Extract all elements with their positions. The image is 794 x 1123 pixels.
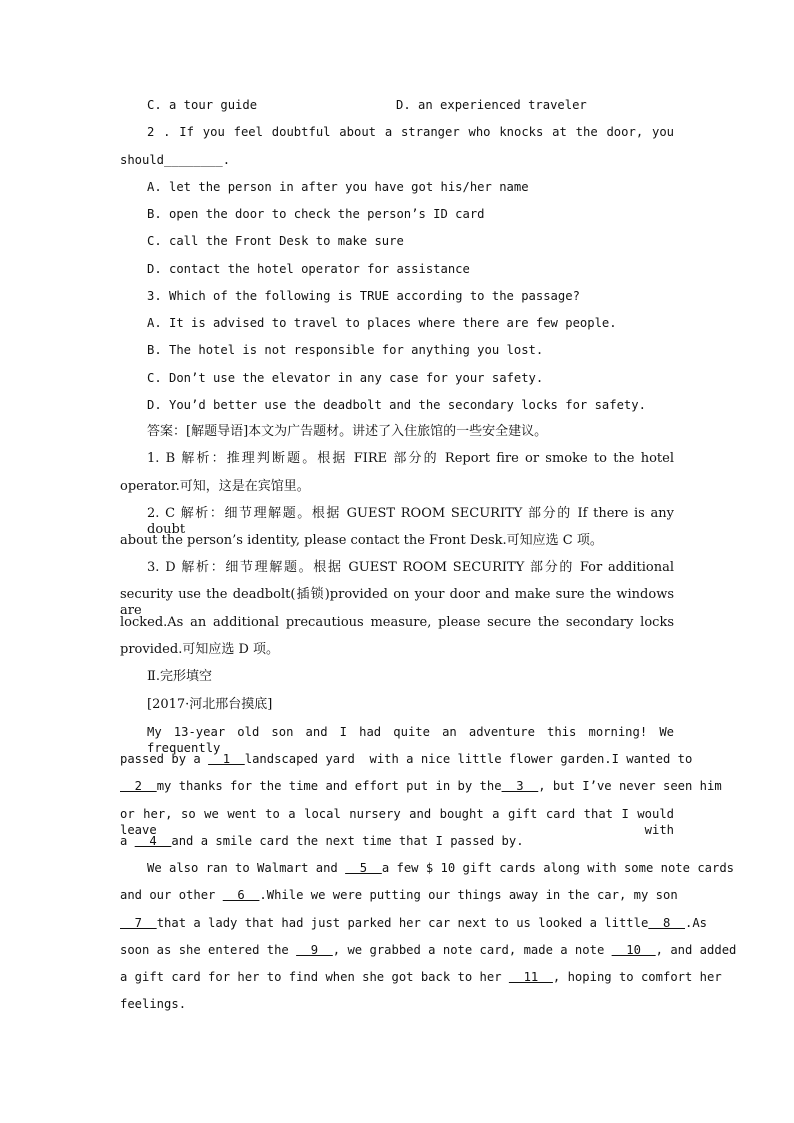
answer-explanation-continued: provided.可知应选 D 项。 [120, 642, 280, 657]
question-2: 2 . If you feel doubtful about a stranger who knocks at the door, you [147, 125, 674, 139]
option-c: C. a tour guide [147, 98, 258, 112]
blank-7: 7 [120, 916, 157, 930]
answer-explanation-continued: locked.As an additional precautious measure, please secure the secondary locks [120, 615, 674, 630]
passage-line: 7 that a lady that had just parked her car next to us looked a little 8 .As [120, 916, 708, 930]
passage-line: 2 my thanks for the time and effort put in by the 3 , but I’ve never seen him [120, 779, 722, 793]
passage-line: We also ran to Walmart and 5 a few $ 10 gift cards along with some note cards [147, 861, 735, 875]
answer-explanation-continued: security use the deadbolt(插锁)provided on your door and make sure the windows are [120, 587, 674, 618]
option-d: D. an experienced traveler [396, 98, 587, 112]
answer-explanation: 1. B 解析：推理判断题。根据 FIRE 部分的 Report fire or smoke to the hotel [147, 451, 674, 466]
blank-4: 4 [134, 834, 172, 848]
blank-11: 11 [508, 970, 553, 984]
blank-2: 2 [120, 779, 157, 793]
section-heading: Ⅱ.完形填空 [147, 669, 212, 684]
option-a: A. It is advised to travel to places where there are few people. [147, 316, 617, 330]
blank-8: 8 [648, 916, 685, 930]
passage-line: a gift card for her to find when she got back to her 11 , hoping to comfort her [120, 970, 722, 984]
passage-line: soon as she entered the 9 , we grabbed a note card, made a note 10 , and added [120, 943, 737, 957]
option-a: A. let the person in after you have got his/her name [147, 180, 529, 194]
answer-explanation: 2. C 解析：细节理解题。根据 GUEST ROOM SECURITY 部分的 If there is any doubt [147, 506, 674, 537]
passage-line: passed by a 1 landscaped yard with a nice little flower garden.I wanted to [120, 752, 693, 766]
blank-1: 1 [208, 752, 245, 766]
option-d: D. You’d better use the deadbolt and the secondary locks for safety. [147, 398, 646, 412]
question-2-continued: should________. [120, 153, 231, 167]
blank-5: 5 [345, 861, 382, 875]
answer-header: 答案：[解题导语]本文为广告题材。讲述了入住旅馆的一些安全建议。 [147, 424, 548, 439]
option-b: B. open the door to check the person’s ID card [147, 207, 485, 221]
question-3: 3. Which of the following is TRUE according to the passage? [147, 289, 580, 303]
blank-6: 6 [222, 888, 260, 902]
passage-line: or her, so we went to a local nursery and bought a gift card that I would leave with [120, 807, 674, 837]
passage-line: feelings. [120, 997, 187, 1011]
source-label: [2017·河北邢台摸底] [147, 697, 273, 712]
answer-explanation-continued: operator.可知，这是在宾馆里。 [120, 479, 310, 494]
passage-line: a 4 and a smile card the next time that I passed by. [120, 834, 524, 848]
option-c: C. call the Front Desk to make sure [147, 234, 404, 248]
option-d: D. contact the hotel operator for assistance [147, 262, 470, 276]
passage-line: and our other 6 .While we were putting our things away in the car, my son [120, 888, 678, 902]
passage-line: My 13-year old son and I had quite an adventure this morning! We frequently [147, 725, 674, 755]
option-c: C. Don’t use the elevator in any case for your safety. [147, 371, 544, 385]
blank-3: 3 [501, 779, 539, 793]
blank-9: 9 [296, 943, 333, 957]
answer-explanation: 3. D 解析：细节理解题。根据 GUEST ROOM SECURITY 部分的 For additional [147, 560, 674, 575]
blank-10: 10 [611, 943, 656, 957]
answer-explanation-continued: about the person’s identity, please contact the Front Desk.可知应选 C 项。 [120, 533, 603, 548]
option-b: B. The hotel is not responsible for anything you lost. [147, 343, 544, 357]
